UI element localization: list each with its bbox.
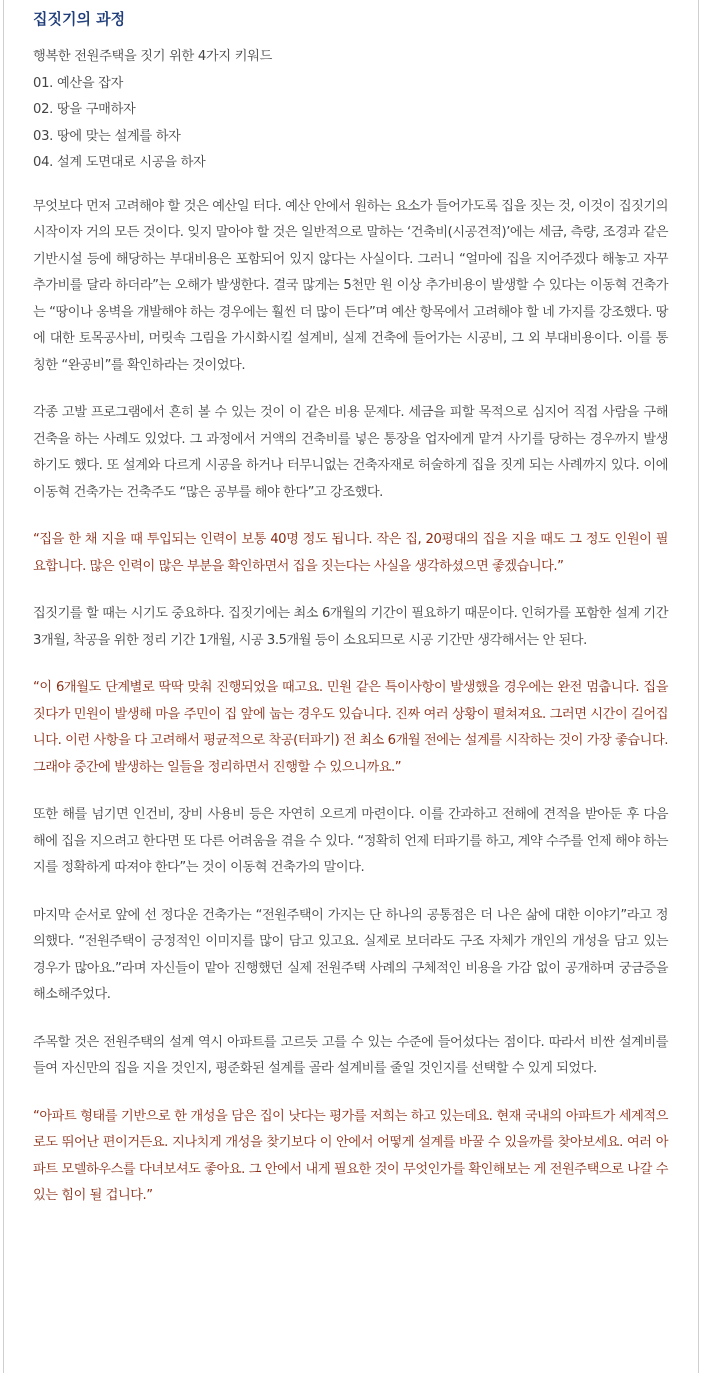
body-paragraph-budget: 무엇보다 먼저 고려해야 할 것은 예산일 터다. 예산 안에서 원하는 요소가 들어가도록 집을 짓는 것, 이것이 집짓기의 시작이자 거의 모든 것이다. 잊지 말아야 할 것은 일반적으로 말하는 ‘건축비(시공견적)’에는 세금, 측량, 조경과 같은 기반시설 등에 해당하는 부대비용은 포함되어 있지 않다는 사실이다. 그러니 “얼마에 집을 지어주겠다 해놓고 자꾸 추가비를 달라 하더라”는 오해가 발생한다. 결국 많게는 5천만 원 이상 추가비용이 발생할 수 있다는 이동혁 건축가는 “땅이나 옹벽을 개발해야 하는 경우에는 훨씬 더 많이 든다”며 예산 항목에서 고려해야 할 네 가지를 강조했다. 땅에 대한 토목공사비, 머릿속 그림을 가시화시킬 설계비, 실제 건축에 들어가는 시공비, 그 외 부대비용이다. 이를 통칭한 “완공비”를 확인하라는 것이었다. (33, 198, 668, 373)
keyword-item: 04. 설계 도면대로 시공을 하자 (33, 155, 206, 170)
article-title: 집짓기의 과정 (33, 10, 126, 28)
keyword-item: 01. 예산을 잡자 (33, 75, 124, 91)
body-paragraph-timing: 집짓기를 할 때는 시기도 중요하다. 집짓기에는 최소 6개월의 기간이 필요하기 때문이다. 인허가를 포함한 설계 기간 3개월, 착공을 위한 정리 기간 1개월, 시공 3.5개월 등이 소요되므로 시공 기간만 생각해서는 안 된다. (33, 606, 668, 648)
body-paragraph-design-choice: 주목할 것은 전원주택의 설계 역시 아파트를 고르듯 고를 수 있는 수준에 들어섰다는 점이다. 따라서 비싼 설계비를 들여 자신만의 집을 지을 것인지, 평준화된 설계를 골라 설계비를 줄일 것인지를 선택할 수 있게 되었다. (33, 1034, 668, 1076)
body-paragraph-cost-issues: 각종 고발 프로그램에서 흔히 볼 수 있는 것이 이 같은 비용 문제다. 세금을 피할 목적으로 심지어 직접 사람을 구해 건축을 하는 사례도 있었다. 그 과정에서 거액의 건축비를 넣은 통장을 업자에게 맡겨 사기를 당하는 경우까지 발생하기도 했다. 또 설계와 다르게 시공을 하거나 터무니없는 건축자재로 허술하게 집을 짓게 되는 사례까지 있다. 이에 이동혁 건축가는 건축주도 “많은 공부를 해야 한다”고 강조했다. (33, 405, 668, 500)
keyword-item: 02. 땅을 구매하자 (33, 102, 136, 117)
keyword-item: 03. 땅에 맞는 설계를 하자 (33, 128, 181, 144)
keyword-list-heading: 행복한 전원주택을 짓기 위한 4가지 키워드 (33, 49, 273, 64)
quote-paragraph-schedule: “이 6개월도 단계별로 딱딱 맞춰 진행되었을 때고요. 민원 같은 특이사항이 발생했을 경우에는 완전 멈춥니다. 집을 짓다가 민원이 발생해 마을 주민이 집 앞에 눕는 경우도 있습니다. 진짜 여러 상황이 펼쳐져요. 그러면 시간이 길어집니다. 이런 사항을 다 고려해서 평균적으로 착공(터파기) 전 최소 6개월 전에는 설계를 시작하는 것이 가장 좋습니다. 그래야 중간에 발생하는 일들을 정리하면서 진행할 수 있으니까요.” (33, 680, 668, 775)
article-page (3, 0, 699, 1373)
keyword-list (33, 44, 668, 177)
body-paragraph-costs-rise: 또한 해를 넘기면 인건비, 장비 사용비 등은 자연히 오르게 마련이다. 이를 간과하고 전해에 견적을 받아둔 후 다음 해에 집을 지으려고 한다면 또 다른 어려움을 겪을 수 있다. “정확히 언제 터파기를 하고, 계약 수주를 언제 해야 하는지를 정확하게 따져야 한다”는 것이 이동혁 건축가의 말이다. (33, 807, 668, 875)
quote-paragraph-apartment: “아파트 형태를 기반으로 한 개성을 담은 집이 낫다는 평가를 저희는 하고 있는데요. 현재 국내의 아파트가 세계적으로도 뛰어난 편이거든요. 지나치게 개성을 찾기보다 이 안에서 어떻게 설계를 바꿀 수 있을까를 찾아보세요. 여러 아파트 모델하우스를 다녀보셔도 좋아요. 그 안에서 내게 필요한 것이 무엇인가를 확인해보는 게 전원주택으로 나갈 수 있는 힘이 될 겁니다.” (33, 1108, 668, 1203)
body-paragraph-architect-jung: 마지막 순서로 앞에 선 정다운 건축가는 “전원주택이 가지는 단 하나의 공통점은 더 나은 삶에 대한 이야기”라고 정의했다. “전원주택이 긍정적인 이미지를 많이 담고 있고요. 실제로 보더라도 구조 자체가 개인의 개성을 담고 있는 경우가 많아요.”라며 자신들이 맡아 진행했던 실제 전원주택 사례의 구체적인 비용을 가감 없이 공개하며 궁금증을 해소해주었다. (33, 907, 668, 1002)
quote-paragraph-workforce: “집을 한 채 지을 때 투입되는 인력이 보통 40명 정도 됩니다. 작은 집, 20평대의 집을 지을 때도 그 정도 인원이 필요합니다. 많은 인력이 많은 부분을 확인하면서 집을 짓는다는 사실을 생각하셨으면 좋겠습니다.” (33, 532, 668, 574)
